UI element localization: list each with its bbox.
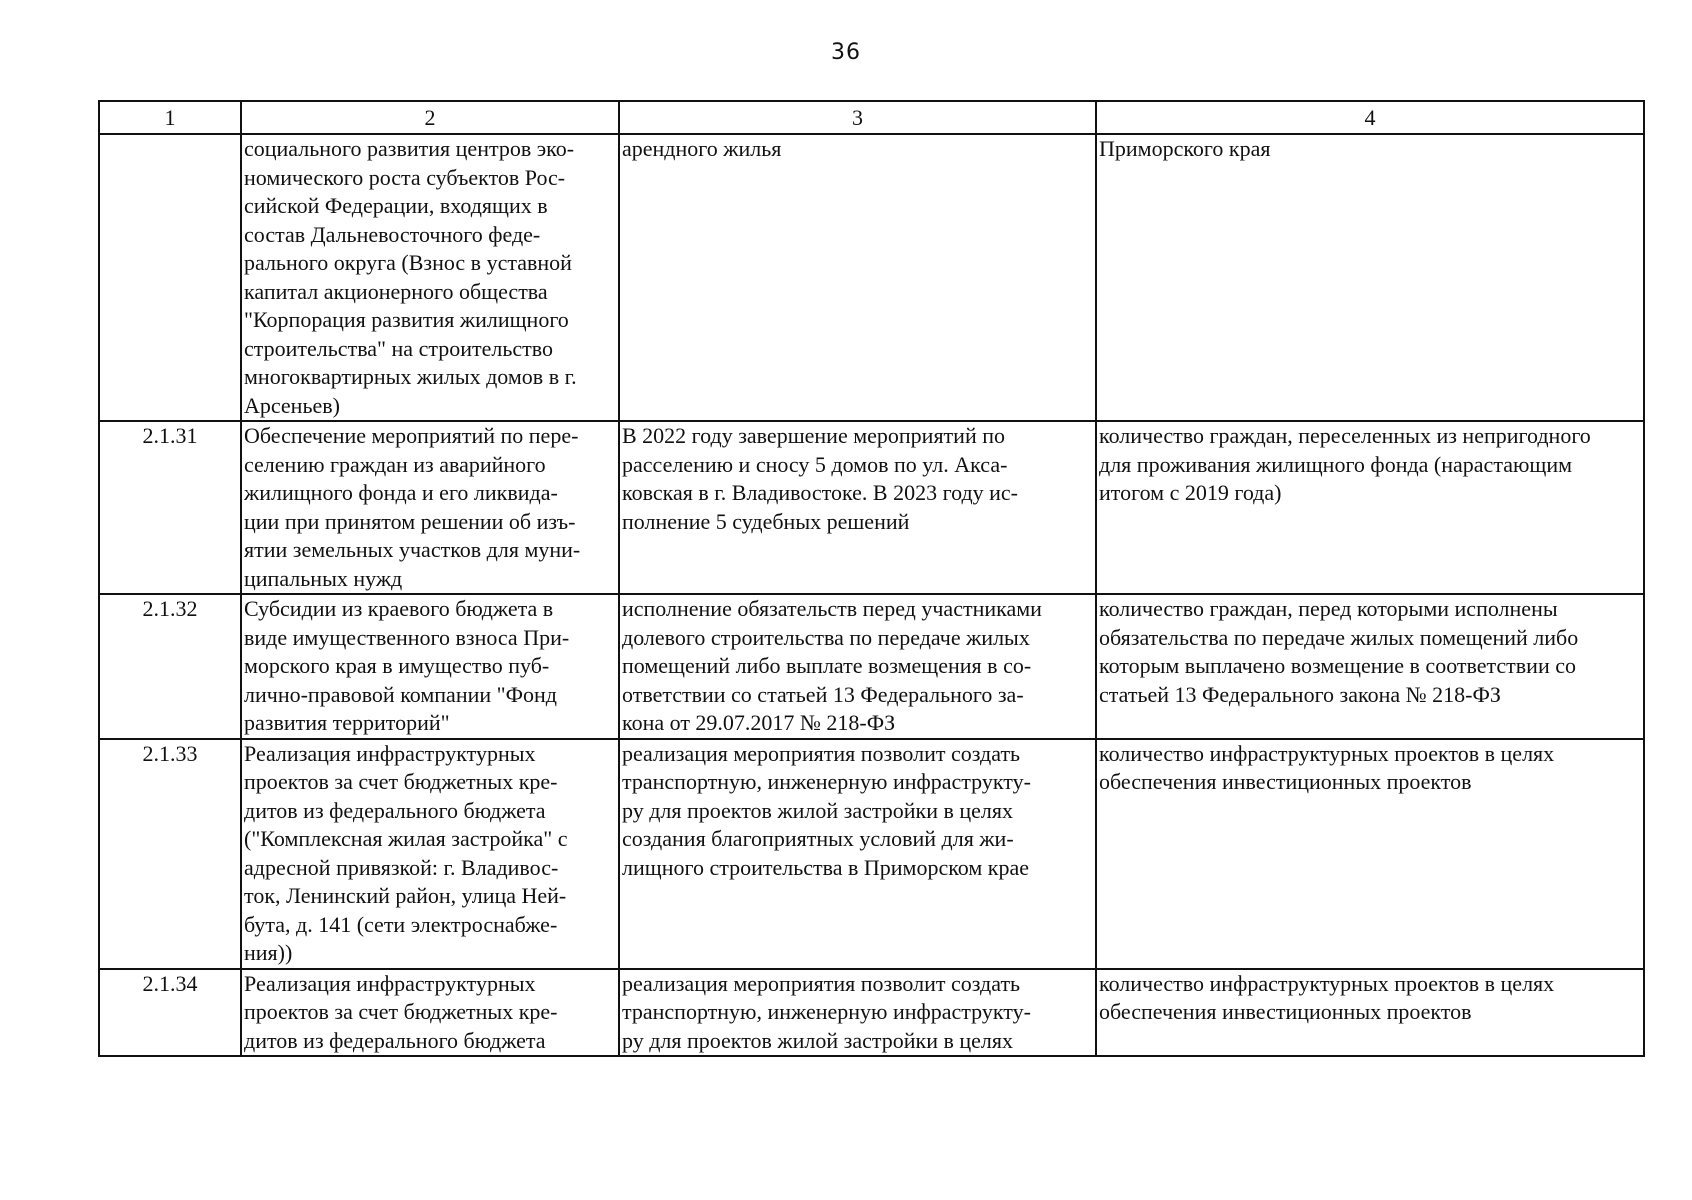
measure-name: Реализация инфраструктурных проектов за счет бюджетных кре- дитов из федерального бюджета xyxy=(241,969,619,1057)
measure-indicator: количество инфраструктурных проектов в целях обеспечения инвестиционных проектов xyxy=(1096,969,1644,1057)
measure-result: арендного жилья xyxy=(619,134,1096,421)
table-header-row xyxy=(99,101,1644,134)
row-number: 2.1.31 xyxy=(99,421,241,594)
header-col-2: 2 xyxy=(241,101,619,134)
table-row xyxy=(99,421,1644,594)
row-number xyxy=(99,134,241,421)
measure-result: В 2022 году завершение мероприятий по расселению и сносу 5 домов по ул. Акса- ковская в г. Владивостоке. В 2023 году ис- полнение 5 судебных решений xyxy=(619,421,1096,594)
measure-result: реализация мероприятия позволит создать транспортную, инженерную инфраструкту- ру для проектов жилой застройки в целях создания благоприятных условий для жи- лищного строительства в Приморском крае xyxy=(619,739,1096,969)
measure-indicator: количество граждан, перед которыми исполнены обязательства по передаче жилых помещений либо которым выплачено возмещение в соответствии со статьей 13 Федерального закона № 218-ФЗ xyxy=(1096,594,1644,739)
measure-indicator: Приморского края xyxy=(1096,134,1644,421)
measure-result: исполнение обязательств перед участниками долевого строительства по передаче жилых помещений либо выплате возмещения в со- ответствии со статьей 13 Федерального за- кона от 29.07.2017 № 218-ФЗ xyxy=(619,594,1096,739)
row-number: 2.1.33 xyxy=(99,739,241,969)
measure-name: Субсидии из краевого бюджета в виде имущественного взноса При- морского края в имущество пуб- лично-правовой компании "Фонд развития территорий" xyxy=(241,594,619,739)
table-row xyxy=(99,134,1644,421)
header-col-1: 1 xyxy=(99,101,241,134)
row-number: 2.1.32 xyxy=(99,594,241,739)
table-row xyxy=(99,969,1644,1057)
measures-table xyxy=(98,100,1645,1057)
header-col-3: 3 xyxy=(619,101,1096,134)
measure-indicator: количество инфраструктурных проектов в целях обеспечения инвестиционных проектов xyxy=(1096,739,1644,969)
measure-result: реализация мероприятия позволит создать транспортную, инженерную инфраструкту- ру для проектов жилой застройки в целях xyxy=(619,969,1096,1057)
measure-indicator: количество граждан, переселенных из непригодного для проживания жилищного фонда (нарастающим итогом с 2019 года) xyxy=(1096,421,1644,594)
table-row xyxy=(99,739,1644,969)
measure-name: Обеспечение мероприятий по пере- селению граждан из аварийного жилищного фонда и его ликвида- ции при принятом решении об изъ- ятии земельных участков для муни- ципальных нужд xyxy=(241,421,619,594)
header-col-4: 4 xyxy=(1096,101,1644,134)
measure-name: Реализация инфраструктурных проектов за счет бюджетных кре- дитов из федерального бюджета ("Комплексная жилая застройка" с адресной привязкой: г. Владивос- ток, Ленинский район, улица Ней- бута, д. 141 (сети электроснабже- ния)) xyxy=(241,739,619,969)
page-number: 36 xyxy=(831,40,861,65)
row-number: 2.1.34 xyxy=(99,969,241,1057)
measure-name: социального развития центров эко- номического роста субъектов Рос- сийской Федерации, входящих в состав Дальневосточного феде- рального округа (Взнос в уставной капитал акционерного общества "Корпорация развития жилищного строительства" на строительство многоквартирных жилых домов в г. Арсеньев) xyxy=(241,134,619,421)
table-row xyxy=(99,594,1644,739)
